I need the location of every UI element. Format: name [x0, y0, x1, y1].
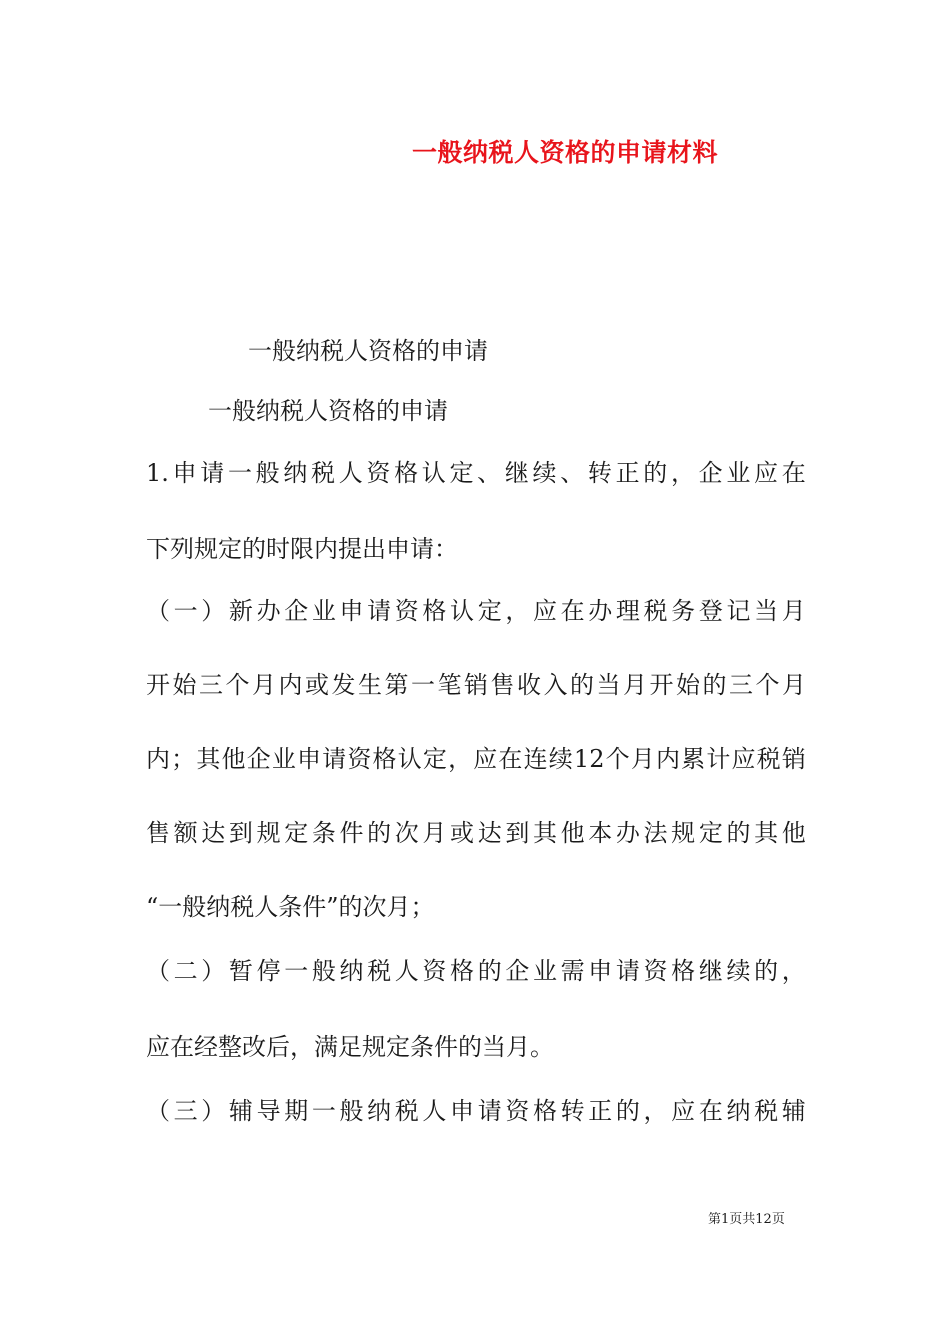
text-glyph: 资 [394, 597, 419, 625]
text-glyph: 辅 [228, 1097, 253, 1125]
text-glyph: 申 [172, 459, 197, 487]
paragraph-line [146, 744, 806, 774]
text-glyph: ， [781, 957, 806, 985]
text-glyph: 收 [517, 671, 541, 699]
text-glyph: 期 [284, 1097, 309, 1125]
text-glyph: 在 [560, 597, 585, 625]
text-glyph: 开 [146, 671, 170, 699]
text-glyph: 到 [505, 819, 530, 847]
text-glyph: 内 [655, 745, 680, 773]
text-glyph: 额 [173, 819, 198, 847]
text-glyph: 申 [297, 745, 322, 773]
text-glyph: 般 [311, 957, 336, 985]
text-glyph: 停 [256, 957, 281, 985]
text-glyph: 一 [284, 957, 309, 985]
text-glyph: 应 [532, 597, 557, 625]
text-glyph: 务 [671, 597, 696, 625]
text-glyph: 第 [384, 671, 409, 699]
text-glyph: 或 [305, 671, 329, 699]
text-glyph: 格 [394, 459, 419, 487]
text-glyph: 一 [311, 1097, 336, 1125]
text-glyph: 应 [671, 1097, 696, 1125]
text-glyph: 定 [422, 745, 447, 773]
paragraph-line [146, 818, 806, 848]
text-glyph: 一 [227, 459, 252, 487]
text-glyph: 新 [228, 597, 253, 625]
text-glyph: 售 [490, 671, 515, 699]
text-glyph: 一 [411, 671, 435, 699]
text-glyph: 记 [726, 597, 751, 625]
text-glyph: 的 [702, 671, 727, 699]
text-glyph: 人 [394, 957, 419, 985]
text-glyph: 请 [322, 745, 347, 773]
text-glyph: 导 [256, 1097, 281, 1125]
paragraph-line: “一般纳税人条件”的次月； [146, 893, 435, 921]
text-glyph: 内 [278, 671, 303, 699]
text-glyph: 纳 [339, 957, 364, 985]
text-glyph: 格 [372, 745, 397, 773]
paragraph-line: 下列规定的时限内提出申请： [146, 535, 458, 563]
text-glyph: 始 [172, 671, 197, 699]
text-glyph: 纳 [367, 1097, 392, 1125]
text-glyph: 办 [256, 597, 281, 625]
text-glyph: 月 [252, 671, 276, 699]
text-glyph: 申 [450, 1097, 475, 1125]
text-glyph: 般 [255, 459, 280, 487]
paragraph-line [146, 1096, 806, 1126]
paragraph-line [146, 956, 806, 986]
text-glyph: ） [201, 1097, 226, 1125]
text-glyph: 累 [681, 745, 706, 773]
text-glyph: 定 [284, 819, 309, 847]
text-glyph: 的 [367, 819, 392, 847]
text-glyph: 资 [643, 957, 668, 985]
text-glyph: 应 [731, 745, 756, 773]
text-glyph: 企 [246, 745, 271, 773]
text-glyph: 请 [200, 459, 225, 487]
text-glyph: 应 [473, 745, 498, 773]
text-glyph: 税 [311, 459, 336, 487]
text-glyph: 资 [505, 1097, 530, 1125]
text-glyph: 需 [560, 957, 585, 985]
text-glyph: ； [171, 745, 196, 773]
text-glyph: 月 [630, 745, 655, 773]
text-glyph: 税 [754, 1097, 779, 1125]
text-glyph: 的 [570, 671, 594, 699]
text-glyph: 个 [605, 745, 630, 773]
text-glyph: 笔 [437, 671, 462, 699]
text-glyph: 售 [146, 819, 170, 847]
text-glyph: 暂 [228, 957, 253, 985]
text-glyph: 、 [560, 459, 585, 487]
text-glyph: 三 [199, 671, 223, 699]
text-glyph: 续 [726, 957, 751, 985]
text-glyph: 请 [367, 597, 392, 625]
document-title: 一般纳税人资格的申请材料 [412, 138, 719, 167]
text-glyph: 业 [532, 957, 557, 985]
text-glyph: 条 [311, 819, 336, 847]
text-glyph: 达 [477, 819, 502, 847]
text-glyph: （ [146, 597, 170, 625]
text-glyph: 续 [548, 745, 573, 773]
text-glyph: 月 [782, 671, 806, 699]
text-glyph: 正 [615, 459, 640, 487]
text-glyph: 辅 [781, 1097, 806, 1125]
text-glyph: 12 [573, 745, 605, 773]
paragraph-line [146, 670, 806, 700]
text-glyph: 资 [347, 745, 372, 773]
text-glyph: 他 [560, 819, 585, 847]
text-glyph: 开 [649, 671, 674, 699]
text-glyph: 人 [338, 459, 363, 487]
text-glyph: 的 [615, 1097, 640, 1125]
text-glyph: 其 [532, 819, 557, 847]
text-glyph: 销 [464, 671, 488, 699]
text-glyph: 格 [671, 957, 696, 985]
text-glyph: 企 [284, 597, 309, 625]
text-glyph: 般 [339, 1097, 364, 1125]
text-glyph: 其 [754, 819, 779, 847]
text-glyph: ， [643, 1097, 668, 1125]
text-glyph: 办 [588, 597, 613, 625]
text-glyph: 当 [596, 671, 621, 699]
text-glyph: 正 [588, 1097, 613, 1125]
text-glyph: 达 [201, 819, 226, 847]
text-glyph: （ [146, 1097, 170, 1125]
text-glyph: （ [146, 957, 170, 985]
text-glyph: 法 [643, 819, 668, 847]
text-glyph: 到 [228, 819, 253, 847]
text-glyph: 资 [366, 459, 391, 487]
text-glyph: 业 [311, 597, 336, 625]
text-glyph: 格 [532, 1097, 557, 1125]
text-glyph: 格 [422, 597, 447, 625]
text-glyph: 申 [588, 957, 613, 985]
text-glyph: 的 [754, 957, 779, 985]
text-glyph: 理 [615, 597, 640, 625]
text-glyph: 定 [449, 459, 474, 487]
text-glyph: 的 [643, 459, 668, 487]
text-glyph: 税 [643, 597, 668, 625]
text-glyph: 请 [477, 1097, 502, 1125]
text-glyph: 1. [146, 459, 169, 487]
subheading-1: 一般纳税人资格的申请 [248, 337, 488, 365]
text-glyph: 、 [477, 459, 502, 487]
text-glyph: 他 [781, 819, 806, 847]
paragraph-line [146, 458, 806, 488]
text-glyph: 业 [271, 745, 296, 773]
text-glyph: 在 [698, 1097, 723, 1125]
text-glyph: 次 [394, 819, 419, 847]
text-glyph: 三 [173, 1097, 198, 1125]
text-glyph: 继 [698, 957, 723, 985]
text-glyph: 应 [754, 459, 779, 487]
text-glyph: ） [201, 957, 226, 985]
text-glyph: 定 [477, 597, 502, 625]
text-glyph: 的 [726, 819, 751, 847]
text-glyph: ， [670, 459, 695, 487]
page-number: 第1页共12页 [708, 1212, 785, 1227]
text-glyph: 个 [225, 671, 250, 699]
text-glyph: 税 [394, 1097, 419, 1125]
text-glyph: 继 [504, 459, 529, 487]
text-glyph: 资 [422, 957, 447, 985]
text-glyph: 续 [532, 459, 557, 487]
text-glyph: 人 [422, 1097, 447, 1125]
text-glyph: 规 [671, 819, 696, 847]
text-glyph: 企 [698, 459, 723, 487]
text-glyph: 转 [587, 459, 612, 487]
text-glyph: 请 [615, 957, 640, 985]
text-glyph: 企 [505, 957, 530, 985]
paragraph-line [146, 596, 806, 626]
text-glyph: 计 [706, 745, 731, 773]
text-glyph: 申 [339, 597, 364, 625]
text-glyph: 其 [196, 745, 221, 773]
text-glyph: 税 [367, 957, 392, 985]
text-glyph: 纳 [283, 459, 308, 487]
text-glyph: ， [505, 597, 530, 625]
text-glyph: 月 [623, 671, 647, 699]
text-glyph: 销 [781, 745, 806, 773]
text-glyph: ） [201, 597, 226, 625]
text-glyph: 入 [543, 671, 568, 699]
text-glyph: 办 [615, 819, 640, 847]
text-glyph: 规 [256, 819, 281, 847]
text-glyph: 税 [756, 745, 781, 773]
text-glyph: 内 [146, 745, 170, 773]
text-glyph: 件 [339, 819, 364, 847]
paragraph-line: 应在经整改后，满足规定条件的当月。 [146, 1033, 554, 1061]
text-glyph: 始 [676, 671, 700, 699]
text-glyph: 发 [331, 671, 356, 699]
text-glyph: 三 [729, 671, 753, 699]
text-glyph: 在 [781, 459, 806, 487]
text-glyph: 一 [173, 597, 198, 625]
text-glyph: 个 [755, 671, 780, 699]
text-glyph: 生 [358, 671, 382, 699]
text-glyph: ， [448, 745, 473, 773]
text-glyph: 月 [781, 597, 806, 625]
text-glyph: 连 [523, 745, 548, 773]
text-glyph: 在 [498, 745, 523, 773]
text-glyph: 纳 [726, 1097, 751, 1125]
text-glyph: 转 [560, 1097, 585, 1125]
text-glyph: 二 [173, 957, 198, 985]
text-glyph: 认 [450, 597, 475, 625]
text-glyph: 他 [221, 745, 246, 773]
subheading-2: 一般纳税人资格的申请 [208, 397, 448, 425]
text-glyph: 认 [421, 459, 446, 487]
text-glyph: 的 [477, 957, 502, 985]
text-glyph: 或 [450, 819, 475, 847]
text-glyph: 本 [588, 819, 613, 847]
text-glyph: 当 [754, 597, 779, 625]
text-glyph: 格 [450, 957, 475, 985]
text-glyph: 登 [698, 597, 723, 625]
text-glyph: 业 [726, 459, 751, 487]
text-glyph: 认 [397, 745, 422, 773]
text-glyph: 月 [422, 819, 447, 847]
text-glyph: 定 [698, 819, 723, 847]
